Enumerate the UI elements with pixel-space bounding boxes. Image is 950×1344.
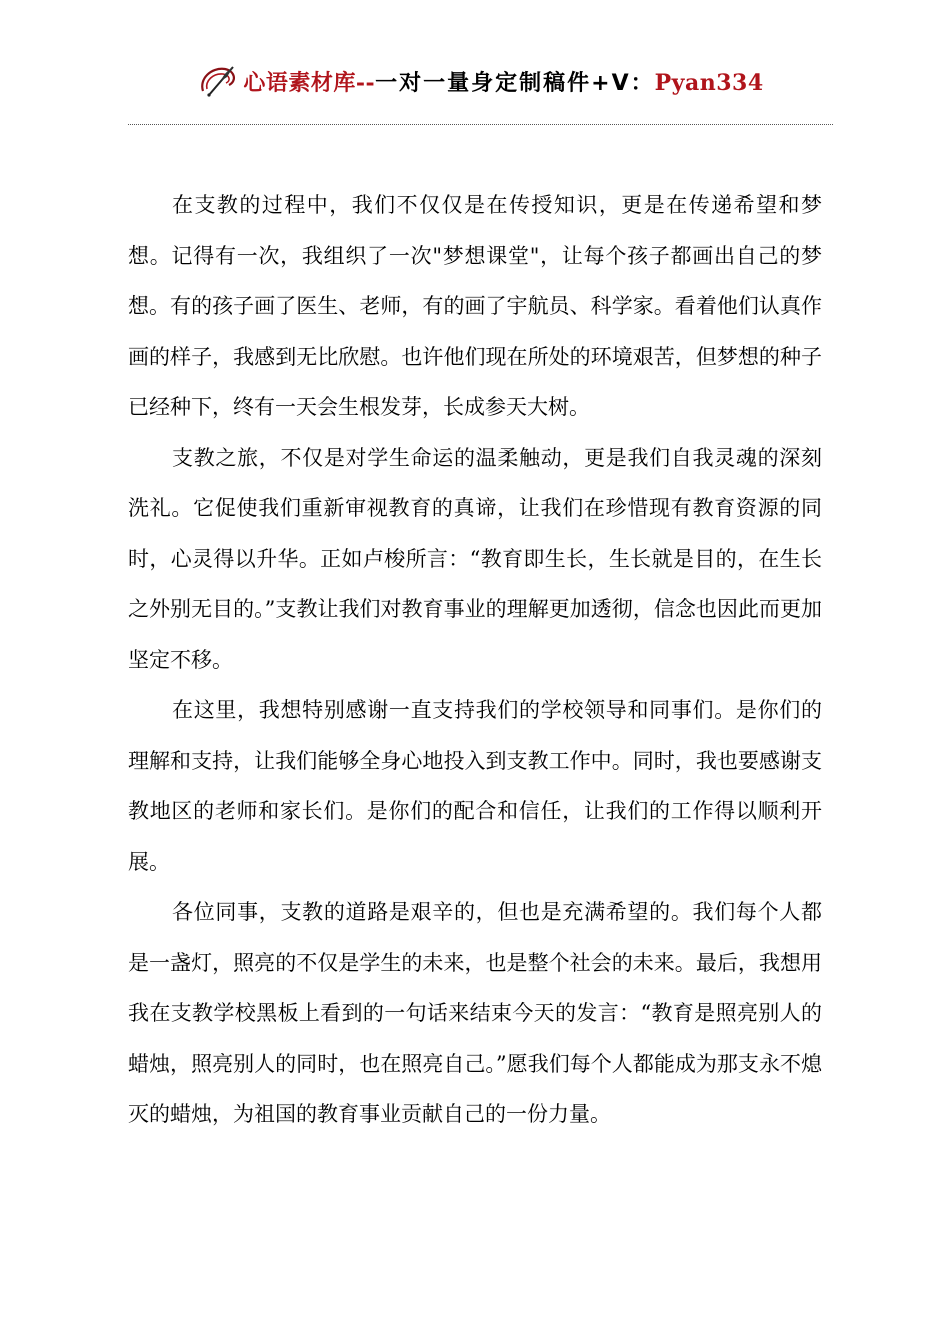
header-separator: -- <box>355 69 376 96</box>
document-body <box>128 180 822 1140</box>
paragraph-1: 在支教的过程中，我们不仅仅是在传授知识，更是在传递希望和梦想。记得有一次，我组织了一次"梦想课堂"，让每个孩子都画出自己的梦想。有的孩子画了医生、老师，有的画了宇航员、科学家。看着他们认真作画的样子，我感到无比欣慰。也许他们现在所处的环境艰苦，但梦想的种子已经种下，终有一天会生根发芽，长成参天大树。 <box>128 193 822 419</box>
paragraph-2: 支教之旅，不仅是对学生命运的温柔触动，更是我们自我灵魂的深刻洗礼。它促使我们重新审视教育的真谛，让我们在珍惜现有教育资源的同时，心灵得以升华。正如卢梭所言：“教育即生长，生长就是目的，在生长之外别无目的。”支教让我们对教育事业的理解更加透彻，信念也因此而更加坚定不移。 <box>128 445 822 672</box>
paragraph-3: 在这里，我想特别感谢一直支持我们的学校领导和同事们。是你们的理解和支持，让我们能够全身心地投入到支教工作中。同时，我也要感谢支教地区的老师和家长们。是你们的配合和信任，让我们的工作得以顺利开展。 <box>128 698 822 874</box>
paragraph-4: 各位同事，支教的道路是艰辛的，但也是充满希望的。我们每个人都是一盏灯，照亮的不仅是学生的未来，也是整个社会的未来。最后，我想用我在支教学校黑板上看到的一句话来结束今天的发言：“教育是照亮别人的蜡烛，照亮别人的同时，也在照亮自己。”愿我们每个人都能成为那支永不熄灭的蜡烛，为祖国的教育事业贡献自己的一份力量。 <box>128 900 822 1126</box>
header-text <box>243 66 763 97</box>
brand-name: 心语素材库 <box>243 69 356 96</box>
quill-pen-logo-icon <box>197 61 241 101</box>
header-slogan: 一对一量身定制稿件 <box>375 70 592 96</box>
header-divider <box>128 124 833 125</box>
header-inner <box>197 56 763 106</box>
contact-prefix: +V： <box>591 70 655 96</box>
page-header <box>128 56 833 110</box>
contact-id: Pyan334 <box>654 69 764 96</box>
